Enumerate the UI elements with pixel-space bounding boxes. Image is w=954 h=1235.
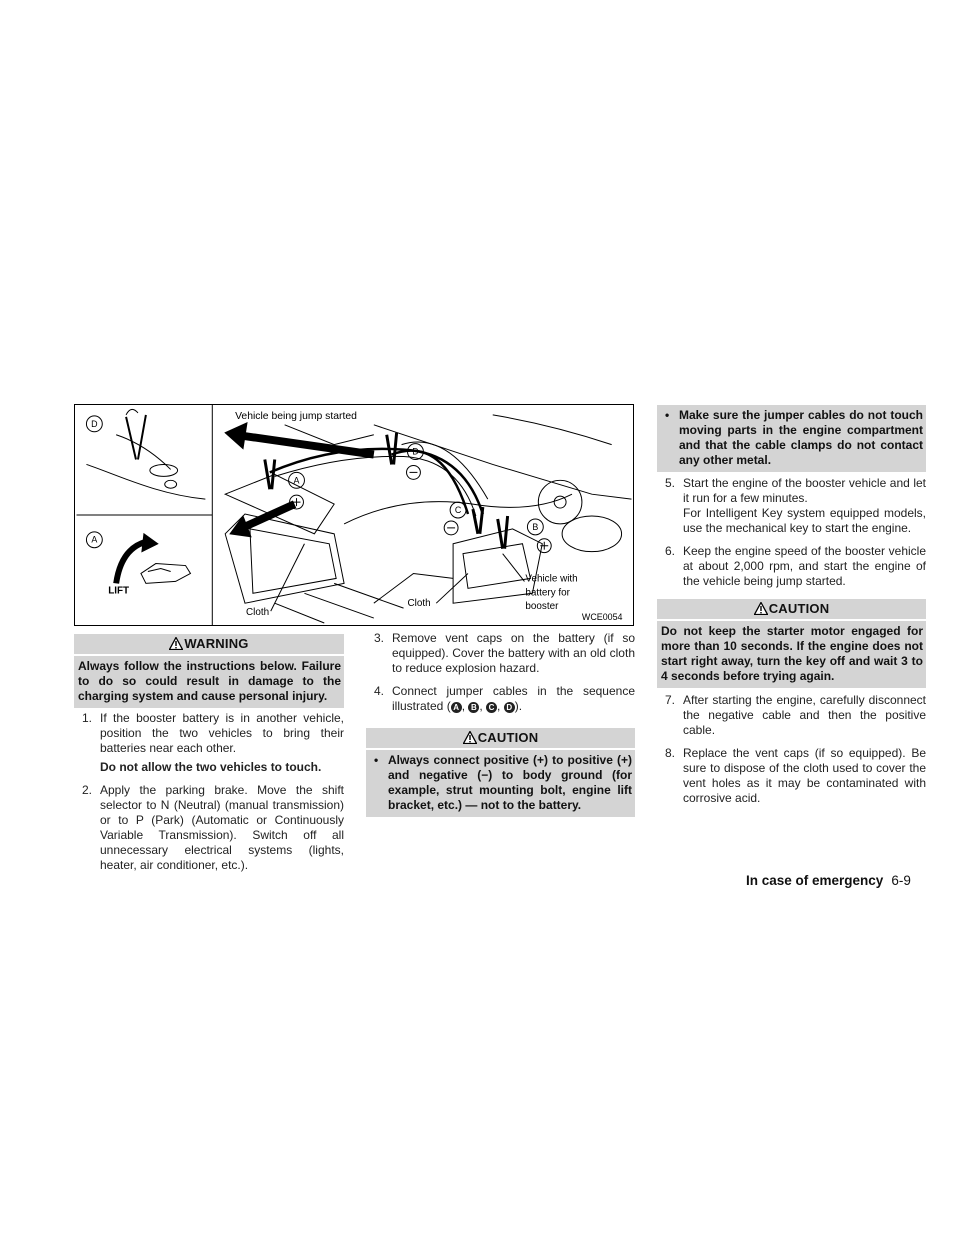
caution-body [366,750,635,817]
page-footer [746,873,911,888]
warning-box [74,634,344,708]
caution-bullet-text: Always connect positive (+) to positive (+) and negative (−) to body ground (for example, strut mounting bolt, engine lift bracket, etc.) — not to the battery. [388,753,632,812]
caution-box-right [657,599,926,688]
step-text: Start the engine of the booster vehicle and let it run for a few minutes. [683,476,926,505]
steps-mid [366,631,635,722]
step-text: Connect jumper cables in the sequence illustrated ( A , B , C , D ). [392,684,635,713]
warning-title: WARNING [184,636,249,651]
caution-box-mid [366,728,635,817]
step-1 [74,711,344,775]
label-cloth-right: Cloth [407,598,431,610]
step-number: 8. [665,746,676,760]
caution-header [657,599,926,619]
right-top-note-body [657,405,926,472]
step-number: 1. [82,711,93,725]
steps-right-2 [657,693,926,814]
label-b: B [532,521,539,532]
step-6 [657,544,926,589]
step-3 [366,631,635,676]
step-extra: For Intelligent Key system equipped models, use the mechanical key to start the engine. [683,506,926,535]
label-vehicle-jump-started: Vehicle being jump started [235,410,357,422]
label-d-inset: D [91,418,98,429]
step-text: Remove vent caps on the battery (if so equipped). Cover the battery with an old cloth to reduce explosion hazard. [392,631,635,675]
right-top-note [657,405,926,472]
steps-left [74,711,344,881]
caution-title: CAUTION [477,730,539,745]
warning-triangle-icon [463,730,477,750]
step-7 [657,693,926,738]
right-top-bullet-text: Make sure the jumper cables do not touch moving parts in the engine compartment and that the cable clamps do not contact any other metal. [679,408,923,467]
label-a: A [293,475,300,486]
seq-a-icon: A [451,702,462,713]
jump-start-illustration [74,404,634,626]
seq-d-icon: D [504,702,515,713]
seq-b-icon: B [468,702,479,713]
label-booster-line1: Vehicle with [525,573,578,585]
step-8 [657,746,926,806]
jump-start-diagram [75,405,633,625]
section-title: In case of emergency [746,873,884,888]
caution-body: Do not keep the starter motor engaged for more than 10 seconds. If the engine does not start right away, turn the key off and wait 3 to 4 seconds before trying again. [657,621,926,688]
bullet-icon: • [665,408,670,422]
steps-right [657,476,926,597]
page-number: 6-9 [891,873,911,888]
step-4 [366,684,635,714]
step-bold-note: Do not allow the two vehicles to touch. [100,760,322,774]
step-text: If the booster battery is in another vehicle, position the two vehicles to bring their batteries near each other. [100,711,344,755]
step-number: 2. [82,783,93,797]
step-5 [657,476,926,536]
step-number: 5. [665,476,676,490]
seq-c-icon: C [486,702,497,713]
step-number: 4. [374,684,385,698]
warning-header [74,634,344,654]
caution-header [366,728,635,748]
warning-triangle-icon [169,636,183,656]
step-text: After starting the engine, carefully disconnect the negative cable and then the positive cable. [683,693,926,737]
step-number: 6. [665,544,676,558]
label-cloth-left: Cloth [245,607,270,619]
warning-body: Always follow the instructions below. Failure to do so could result in damage to the charging system and cause personal injury. [74,656,344,708]
step-text-after: ). [514,699,523,713]
label-lift: LIFT [108,585,130,597]
step-text-before: Connect jumper cables in the sequence illustrated ( [392,684,635,713]
step-text: Keep the engine speed of the booster vehicle at about 2,000 rpm, and start the engine of the vehicle being jump started. [683,544,926,588]
right-top-bullet [661,408,923,468]
step-2 [74,783,344,873]
caution-title: CAUTION [768,601,830,616]
label-c: C [454,505,462,516]
bullet-icon: • [374,753,379,767]
step-text: Replace the vent caps (if so equipped). Be sure to dispose of the cloth used to cover the vent holes as it may be contaminated with corrosive acid. [683,746,926,805]
label-a-inset: A [91,534,98,545]
label-d: D [412,446,419,457]
caution-bullet [370,753,632,813]
label-booster-line2: battery for [525,587,570,599]
step-text: Apply the parking brake. Move the shift selector to N (Neutral) (manual transmission) or to P (Park) (Automatic or Continuously Variable Transmission). Switch off all unnecessary electrical systems (lights, heater, air conditioner, etc.). [100,783,344,872]
step-number: 3. [374,631,385,645]
label-booster-line3: booster [525,601,559,613]
step-number: 7. [665,693,676,707]
warning-triangle-icon [754,601,768,621]
figure-code: WCE0054 [581,612,623,623]
